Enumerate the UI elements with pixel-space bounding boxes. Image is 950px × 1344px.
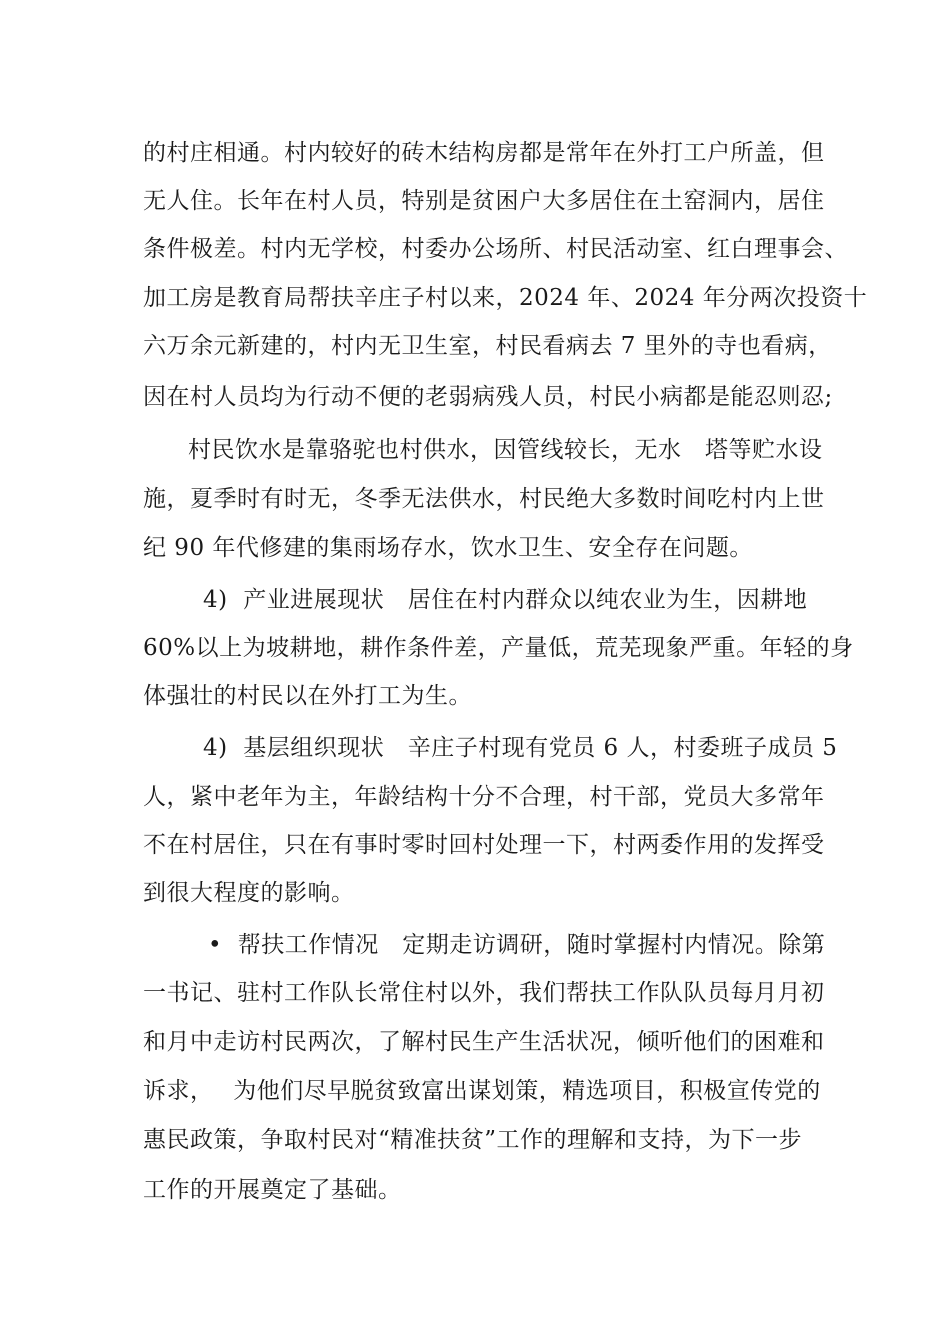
text-line: 村民饮水是靠骆驼也村供水，因管线较长，无水 塔等贮水设: [188, 437, 823, 463]
text-line: 加工房是教育局帮扶辛庄子村以来，2024 年、2024 年分两次投资十: [143, 285, 868, 311]
text-line: 诉求， 为他们尽早脱贫致富出谋划策，精选项目，积极宣传党的: [143, 1078, 821, 1104]
text-line: 的村庄相通。村内较好的砖木结构房都是常年在外打工户所盖，但: [143, 140, 825, 166]
text-line: 纪 90 年代修建的集雨场存水，饮水卫生、安全存在问题。: [143, 535, 753, 561]
text-line: 无人住。长年在村人员，特别是贫困户大多居住在土窑洞内，居住: [143, 188, 825, 214]
text-line: 不在村居住，只在有事时零时回村处理一下，村两委作用的发挥受: [143, 832, 825, 858]
text-line: 和月中走访村民两次，了解村民生产生活状况，倾听他们的困难和: [143, 1029, 825, 1055]
text-line: 一书记、驻村工作队长常住村以外，我们帮扶工作队队员每月月初: [143, 980, 825, 1006]
text-line: 工作的开展奠定了基础。: [143, 1177, 402, 1203]
text-line: 60%以上为坡耕地，耕作条件差，产量低，荒芜现象严重。年轻的身: [143, 635, 854, 661]
text-line: 施，夏季时有时无，冬季无法供水，村民绝大多数时间吃村内上世: [143, 486, 825, 512]
text-line: 因在村人员均为行动不便的老弱病残人员，村民小病都是能忍则忍;: [143, 384, 833, 410]
text-line: 人，紧中老年为主，年龄结构十分不合理，村干部，党员大多常年: [143, 784, 825, 810]
text-line: 六万余元新建的，村内无卫生室，村民看病去 7 里外的寺也看病，: [143, 333, 832, 359]
text-line: 条件极差。村内无学校，村委办公场所、村民活动室、红白理事会、: [143, 236, 848, 262]
section-heading-line: • 帮扶工作情况 定期走访调研，随时掌握村内情况。除第: [208, 932, 826, 958]
text-line: 体强壮的村民以在外打工为生。: [143, 683, 472, 709]
section-heading-line: 4) 基层组织现状 辛庄子村现有党员 6 人，村委班子成员 5: [203, 735, 838, 761]
text-line: 到很大程度的影响。: [143, 880, 355, 906]
section-heading-line: 4) 产业进展现状 居住在村内群众以纯农业为生，因耕地: [203, 587, 808, 613]
text-line: 惠民政策，争取村民对“精准扶贫”工作的理解和支持，为下一步: [143, 1127, 803, 1153]
